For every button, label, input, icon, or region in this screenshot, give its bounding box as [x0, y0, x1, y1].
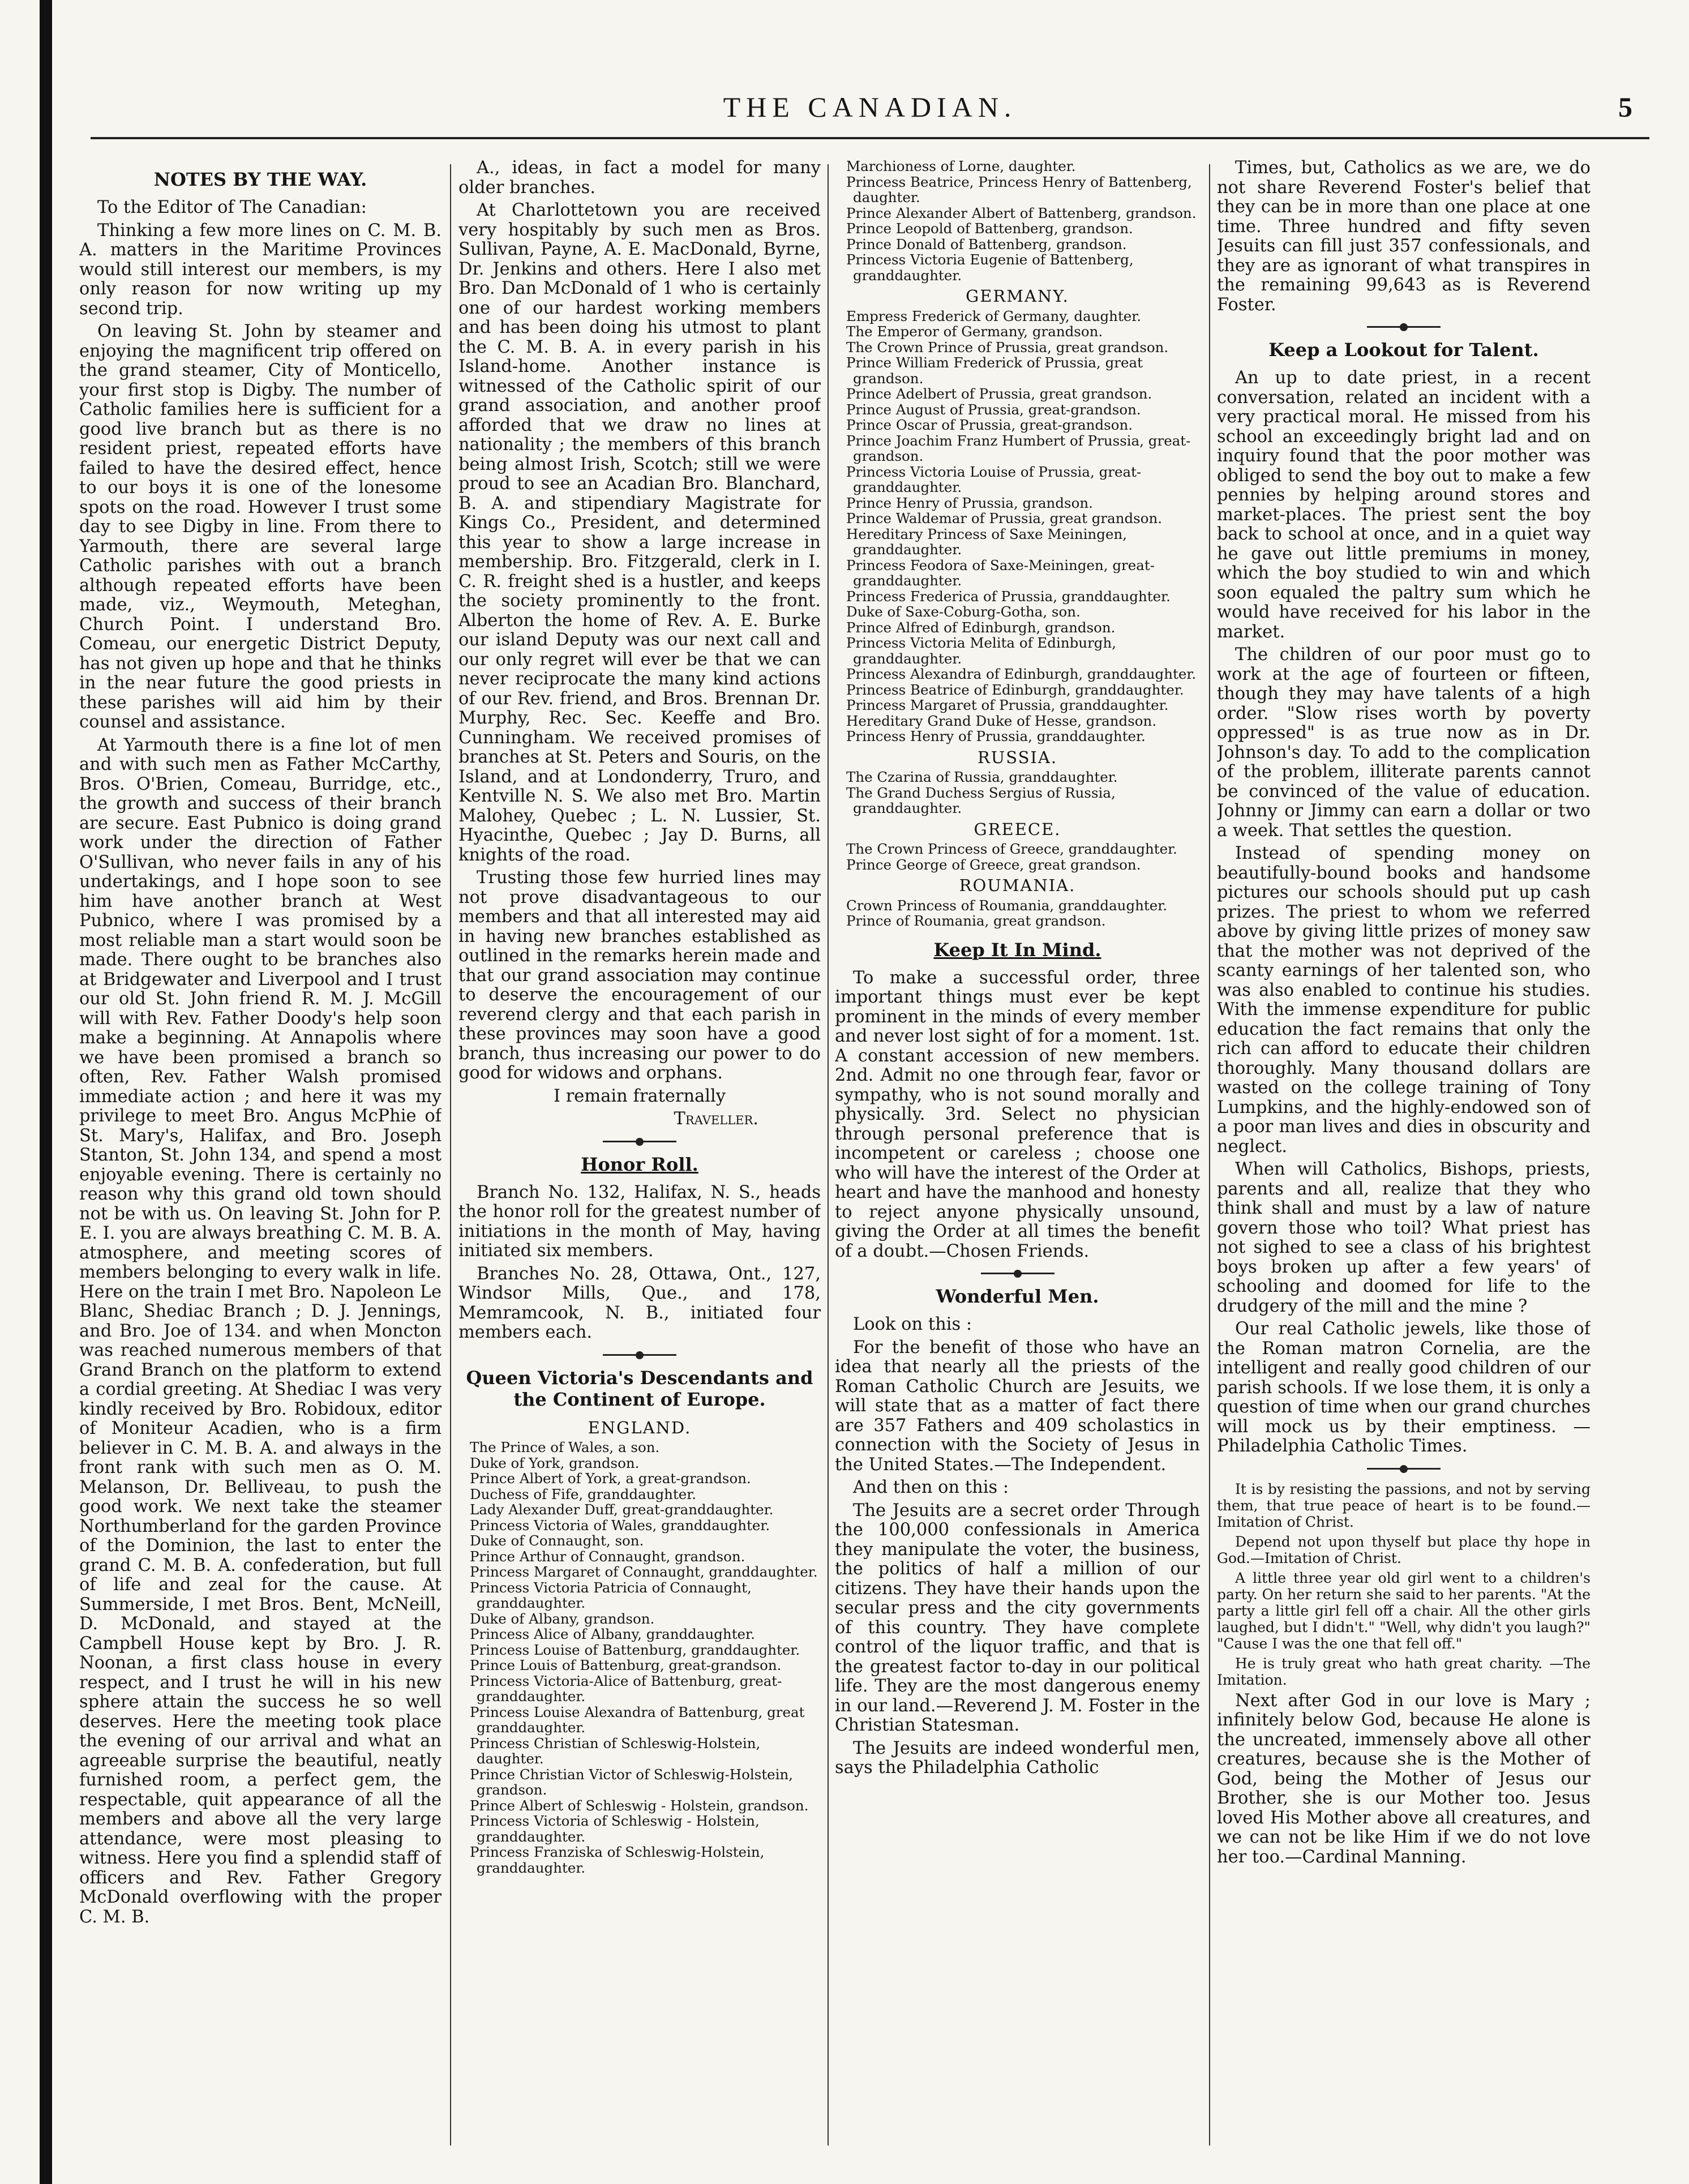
article-heading: Queen Victoria's Descendants and the Continent of Europe. [466, 1367, 813, 1410]
list-item: The Prince of Wales, a son. [470, 1439, 660, 1455]
article-body [79, 198, 441, 1927]
header-rule [91, 137, 1649, 139]
paragraph: Instead of spending money on beautifully-bound books and handsome pictures our schools should put up cash prizes. The priest to whom we referred above by giving little prizes of money saw that the mother was not deprived of the scanty earnings of her talented son, who was also enabled to continue his studies. With the immense expenditure for public education the fact remains that only the rich can afford to educate their children thoroughly. Many thousand dollars are wasted on the college training of Tony Lumpkins, and the highly-endowed son of a poor man lives and dies in obscurity and neglect. [1217, 843, 1591, 1157]
list-item: Princess Feodora of Saxe-Meiningen, great-granddaughter. [846, 556, 1155, 589]
paragraph: Look on this : [853, 1314, 972, 1334]
maxim: It is by resisting the passions, and not by serving them, that true peace of heart is to be found.—Imitation of Christ. [1217, 1480, 1591, 1530]
paragraph: When will Catholics, Bishops, priests, parents and all, realize that they who think shall and must by a law of nature govern those who toil? What priest has not sighed to see a class of his brightest boys broken up after a few years' of schooling and doomed for life to the drudgery of the mill and the mine ? [1217, 1159, 1591, 1316]
scan-edge-bar [40, 0, 52, 2184]
page-header [91, 91, 1649, 147]
list-item: Princess Louise Alexandra of Battenburg, great granddaughter. [470, 1703, 805, 1736]
list-item: Prince George of Greece, great grandson. [846, 856, 1141, 873]
section-divider [981, 1273, 1054, 1274]
section-divider [1367, 1468, 1441, 1470]
paragraph: Times, but, Catholics as we are, we do not share Reverend Foster's belief that they can be in more than one place at one time. Three hundred and fifty seven Jesuits can fill just 357 confessionals, and they are as ignorant of what transpires in the remaining 99,643 as is Reverend Foster. [1217, 159, 1591, 315]
descendant-list [835, 769, 1200, 816]
list-item: Lady Alexander Duff, great-granddaughter. [470, 1501, 774, 1518]
list-item: Princess Beatrice of Edinburgh, granddaughter. [846, 681, 1184, 698]
column-3 [835, 159, 1200, 2151]
list-item: Princess Alexandra of Edinburgh, granddaughter. [846, 666, 1197, 682]
paragraph: Branches No. 28, Ottawa, Ont., 127, Windsor Mills, Que., and 178, Memramcook, N. B., initiated four members each. [458, 1264, 821, 1342]
list-item: Princess Victoria of Wales, granddaughter. [470, 1517, 770, 1534]
article-body [458, 1183, 821, 1343]
list-item: Prince Alfred of Edinburgh, grandson. [846, 619, 1116, 636]
descendant-list [458, 1440, 821, 1875]
paragraph: Branch No. 132, Halifax, N. S., heads the honor roll for the greatest number of initiations in the month of May, having initiated six members. [458, 1182, 821, 1261]
list-item: Princess Margaret of Connaught, granddaughter. [470, 1564, 818, 1580]
article-body [1217, 159, 1591, 315]
country-label: RUSSIA. [977, 747, 1058, 767]
column-1 [79, 159, 441, 2151]
list-item: Prince Arthur of Connaught, grandson. [470, 1548, 745, 1565]
paragraph: The Jesuits are indeed wonderful men, says the Philadelphia Catholic [835, 1738, 1200, 1778]
list-item: Crown Princess of Roumania, granddaughter. [846, 897, 1168, 914]
paragraph: At Yarmouth there is a fine lot of men and with such men as Father McCarthy, Bros. O'Brien, Comeau, Burridge, etc., the growth and success of their branch are secure. East Pubnico is doing grand work under the direction of Father O'Sullivan, who never fails in any of his undertakings, and I hope soon to see him have another branch at West Pubnico, where I was promised by a most reliable man a start would soon be made. There ought to be branches also at Bridgewater and Liverpool and I trust our old St. John friend R. M. J. McGill will with Rev. Father Doody's help soon make a beginning. At Annapolis where we have been promised a branch so often, Rev. Father Walsh promised immediate action ; and here it was my privilege to meet Bro. Angus McPhie of St. Mary's, Halifax, and Bro. Joseph Stanton, St. John 134, and spend a most enjoyable evening. There is certainly no reason why this grand old town should not be with us. On leaving St. John for P. E. I. you are always breathing C. M. B. A. atmosphere, and meeting scores of members belonging to every walk in life. Here on the train I met Bro. Napoleon Le Blanc, Shediac Branch ; D. J. Jennings, and Bro. Joe of 134. and when Moncton was reached numerous members of that Grand Branch on the platform to extend a cordial greeting. At Shediac I was very kindly received by Bro. Robidoux, editor of Moniteur Acadien, who is a firm believer in C. M. B. A. and always in the front rank with such men as O. M. Melanson, Dr. Belliveau, to push the good work. We next take the steamer Northumberland for the garden Province of the Dominion, the last to enter the grand C. M. B. A. confederation, but full of life and zeal for the cause. At Summerside, I met Bros. Bent, McNeill, D. McDonald, and stayed at the Campbell House kept by Bro. J. R. Noonan, a first class house in every respect, and I trust he will in his new sphere attain the success he so well deserves. Here the meeting took place the evening of our arrival and what an agreeable surprise the beautiful, neatly furnished room, a perfect gem, the respectable, quit appearance of all the members and above all the very large attendance, were most pleasing to witness. Here you find a splendid staff of officers and Rev. Father Gregory McDonald overflowing with the proper C. M. B. [79, 735, 441, 1927]
list-item: Prince Louis of Battenburg, great-grandson. [470, 1657, 782, 1673]
list-item: The Emperor of Germany, grandson. [846, 323, 1103, 340]
list-item: Prince August of Prussia, great-grandson. [846, 401, 1141, 418]
descendant-list [835, 898, 1200, 929]
list-item: The Crown Princess of Greece, granddaughter. [846, 841, 1177, 857]
article-heading: Keep It In Mind. [933, 939, 1101, 961]
list-item: Hereditary Princess of Saxe Meiningen, granddaughter. [846, 525, 1128, 558]
paragraph: And then on this : [853, 1478, 1009, 1497]
list-item: Princess Frederica of Prussia, granddaughter. [846, 588, 1171, 605]
paragraph: The children of our poor must go to work at the age of fourteen or fifteen, though they may have talents of a high order. "Slow rises worth by poverty oppressed" is as true now as in Dr. Johnson's day. To add to the complication of the problem, illiterate parents cannot be convinced of the value of education. Johnny or Jimmy can earn a dollar or two a week. That settles the question. [1217, 645, 1591, 841]
list-item: Prince Leopold of Battenberg, grandson. [846, 220, 1133, 237]
list-item: Princess Beatrice, Princess Henry of Battenberg, daughter. [846, 173, 1192, 205]
article-body [835, 1315, 1200, 1778]
column-4 [1217, 159, 1591, 2151]
list-item: Princess Victoria Melita of Edinburgh, granddaughter. [846, 635, 1117, 667]
column-divider [828, 164, 829, 2146]
list-item: Prince Donald of Battenberg, grandson. [846, 235, 1127, 252]
paragraph: Thinking a few more lines on C. M. B. A. matters in the Maritime Provinces would still interest our members, is my only reason for now writing up my second trip. [79, 220, 441, 319]
list-item: Prince William Frederick of Prussia, great grandson. [846, 354, 1143, 387]
letter-signature: Traveller. [674, 1109, 758, 1129]
list-item: Prince Adelbert of Prussia, great grandson. [846, 386, 1152, 402]
list-item: Duke of Connaught, son. [470, 1532, 644, 1549]
paragraph: For the benefit of those who have an idea that nearly all the priests of the Roman Catholic Church are Jesuits, we will state that as a matter of fact there are 357 Fathers and 409 scholastics in connection with the Society of Jesus in the United States.—The Independent. [835, 1337, 1200, 1475]
country-label: ROUMANIA. [959, 876, 1076, 895]
list-item: Princess Margaret of Prussia, granddaughter. [846, 697, 1169, 713]
list-item: The Czarina of Russia, granddaughter. [846, 769, 1118, 785]
list-item: Prince Henry of Prussia, grandson. [846, 494, 1093, 511]
list-item: Princess Victoria-Alice of Battenburg, great-granddaughter. [470, 1672, 782, 1705]
paragraph: Next after God in our love is Mary ; infinitely below God, because He alone is the uncreated, immensely above all other creatures, because she is the Mother of God, being the Mother of Jesus our Brother, she is our Mother too. Jesus loved His Mother above all creatures, and we can not be like Him if we do not love her too.—Cardinal Manning. [1217, 1690, 1591, 1867]
list-item: Princess Henry of Prussia, granddaughter. [846, 728, 1146, 744]
list-item: Prince Oscar of Prussia, great-grandson. [846, 417, 1133, 433]
country-label: GERMANY. [966, 286, 1069, 306]
article-heading: NOTES BY THE WAY. [153, 169, 367, 190]
list-item: Duke of Saxe-Coburg-Gotha, son. [846, 603, 1081, 620]
list-item: Prince Alexander Albert of Battenberg, grandson. [846, 204, 1197, 221]
article-body [1217, 369, 1591, 1457]
paragraph: On leaving St. John by steamer and enjoying the magnificent trip offered on the grand steamer, City of Monticello, your first stop is Digby. The number of Catholic families here is sufficient for a good live branch but as there is no resident priest, repeated efforts have failed to have the desired effect, hence to our boys it is one of the lonesome spots on the road. However I trust some day to see Digby in line. From there to Yarmouth, there are several large Catholic parishes with out a branch although repeated efforts have been made, viz., Weymouth, Meteghan, Church Point. I understand Bro. Comeau, our energetic District Deputy, has not given up hope and that he thinks in the near future the good priests in these parishes will aid him by their counsel and assistance. [79, 322, 441, 732]
list-item: Prince Waldemar of Prussia, great grandson. [846, 510, 1163, 526]
article-heading: Honor Roll. [581, 1153, 698, 1175]
descendant-list [835, 159, 1200, 283]
paragraph: The Jesuits are a secret order Through the 100,000 confessionals in America they manipulate the voter, the business, the politics of half a million of our citizens. They have their hands upon the secular press and the city governments of this country. They have complete control of the liquor traffic, and that is the greatest factor to-day in our political life. They are the most dangerous enemy in our land.—Reverend J. M. Foster in the Christian Statesman. [835, 1500, 1200, 1735]
page-number: 5 [1618, 91, 1632, 123]
descendant-list [835, 841, 1200, 872]
country-label: GREECE. [974, 819, 1061, 839]
paragraph: A., ideas, in fact a model for many older branches. [458, 159, 821, 198]
list-item: Princess Victoria of Schleswig - Holstein, granddaughter. [470, 1813, 760, 1845]
column-2 [458, 159, 821, 2151]
list-item: Princess Franziska of Schleswig-Holstein, granddaughter. [470, 1844, 765, 1876]
list-item: Duchess of Fife, granddaughter. [470, 1485, 697, 1502]
list-item: Prince Christian Victor of Schleswig-Holstein, grandson. [470, 1766, 794, 1798]
maxim: He is truly great who hath great charity. —The Imitation. [1217, 1655, 1591, 1688]
paragraph: To the Editor of The Canadian: [97, 198, 367, 217]
list-item: Prince of Roumania, great grandson. [846, 913, 1106, 929]
column-divider [1209, 164, 1210, 2146]
list-item: Prince Joachim Franz Humbert of Prussia, great-grandson. [846, 432, 1191, 464]
list-item: The Grand Duchess Sergius of Russia, granddaughter. [846, 784, 1116, 816]
section-divider [603, 1354, 676, 1356]
column-divider [450, 164, 451, 2146]
maxims [1217, 1481, 1591, 1688]
paragraph: To make a successful order, three important things must ever be kept prominent in the minds of every member and never lost sight of for a moment. 1st. A constant accession of new members. 2nd. Admit no one through fear, favor or sympathy, who is not sound morally and physically. 3rd. Select no physician through personal preference that is incompetent or careless ; choose one who will have the interest of the Order at heart and have the manhood and honesty to reject anyone physically unsound, giving the Order at all times the benefit of a doubt.—Chosen Friends. [835, 967, 1200, 1261]
list-item: Princess Christian of Schleswig-Holstein, daughter. [470, 1735, 761, 1767]
section-divider [603, 1141, 676, 1142]
list-item: Prince Albert of York, a great-grandson. [470, 1470, 751, 1487]
paragraph: Trusting those few hurried lines may not prove disadvantageous to our members and that all interested may aid in having new branches established as outlined in the remarks herein made and that our grand association may continue to deserve the encouragement of our reverend clergy and that each parish in these provinces may soon have a good branch, thus increasing our power to do good for widows and orphans. [458, 868, 821, 1083]
list-item: Duke of Albany, grandson. [470, 1610, 655, 1627]
list-item: Princess Alice of Albany, granddaughter. [470, 1626, 755, 1642]
descendant-list [835, 309, 1200, 744]
country-label: ENGLAND. [588, 1418, 692, 1437]
article-body [458, 159, 821, 1084]
list-item: Prince Albert of Schleswig - Holstein, grandson. [470, 1797, 809, 1814]
masthead-title: THE CANADIAN. [723, 91, 1017, 123]
article-heading: Keep a Lookout for Talent. [1268, 339, 1539, 361]
list-item: Duke of York, grandson. [470, 1454, 640, 1471]
list-item: Princess Victoria Patricia of Connaught, granddaughter. [470, 1579, 752, 1611]
letter-closing: I remain fraternally [553, 1086, 726, 1106]
paragraph: Our real Catholic jewels, like those of the Roman matron Cornelia, are the intelligent and really good children of our parish schools. If we lose them, it is only a question of time when our grand churches will mock us by their emptiness. — Philadelphia Catholic Times. [1217, 1319, 1591, 1456]
paragraph: At Charlottetown you are received very hospitably by such men as Bros. Sullivan, Payne, A. E. MacDonald, Byrne, Dr. Jenkins and others. Here I also met Bro. Dan McDonald of 1 who is certainly one of our hardest working members and has been doing his utmost to plant the C. M. B. A. in every parish in his Island-home. Another instance is witnessed of the Catholic spirit of our grand association, and another proof afforded that we draw no lines at nationality ; the members of this branch being almost Irish, Scotch; still we were proud to see an Acadian Bro. Blanchard, B. A. and stipendiary Magistrate for Kings Co., President, and determined this year to show a large increase in membership. Bro. Fitzgerald, clerk in I. C. R. freight shed is a hustler, and keeps the society prominently to the front. Alberton the home of Rev. A. E. Burke our island Deputy was our next call and our only regret will ever be that we can never reciprocate the many kind actions of our Rev. friend, and Bros. Brennan Dr. Murphy, Rec. Sec. Keeffe and Bro. Cunningham. We received promises of branches at St. Peters and Souris, on the Island, and at Londonderry, Truro, and Kentville N. S. We also met Bro. Martin Malohey, Quebec ; L. N. Lussier, St. Hyacinthe, Quebec ; Jay D. Burns, all knights of the road. [458, 200, 821, 865]
list-item: Marchioness of Lorne, daughter. [846, 159, 1076, 174]
list-item: Empress Frederick of Germany, daughter. [846, 307, 1142, 324]
list-item: Princess Louise of Battenburg, granddaughter. [470, 1641, 800, 1658]
list-item: The Crown Prince of Prussia, great grandson. [846, 339, 1169, 356]
article-body [835, 969, 1200, 1262]
article-body [1217, 1691, 1591, 1868]
list-item: Princess Victoria Louise of Prussia, great-granddaughter. [846, 463, 1142, 495]
maxim: A little three year old girl went to a children's party. On her return she said to her parents. "At the party a little girl fell off a chair. All the other girls laughed, but I didn't." "Well, why didn't you laugh?" "Cause I was the one that fell off." [1217, 1569, 1591, 1652]
list-item: Hereditary Grand Duke of Hesse, grandson. [846, 712, 1157, 729]
list-item: Princess Victoria Eugenie of Battenberg, granddaughter. [846, 251, 1134, 284]
paragraph: An up to date priest, in a recent conversation, related an incident with a very practical moral. He missed from his school an exceedingly bright lad and on inquiry found that the poor mother was obliged to send the boy out to make a few pennies by helping around stores and market-places. The priest sent the boy back to school at once, and in a quiet way he gave out little premiums in money, which the boy studied to win and which soon equaled the paltry sum which he would have received for his labor in the market. [1217, 368, 1591, 642]
section-divider [1367, 326, 1441, 328]
article-heading: Wonderful Men. [936, 1286, 1099, 1307]
maxim: Depend not upon thyself but place thy hope in God.—Imitation of Christ. [1217, 1533, 1591, 1566]
